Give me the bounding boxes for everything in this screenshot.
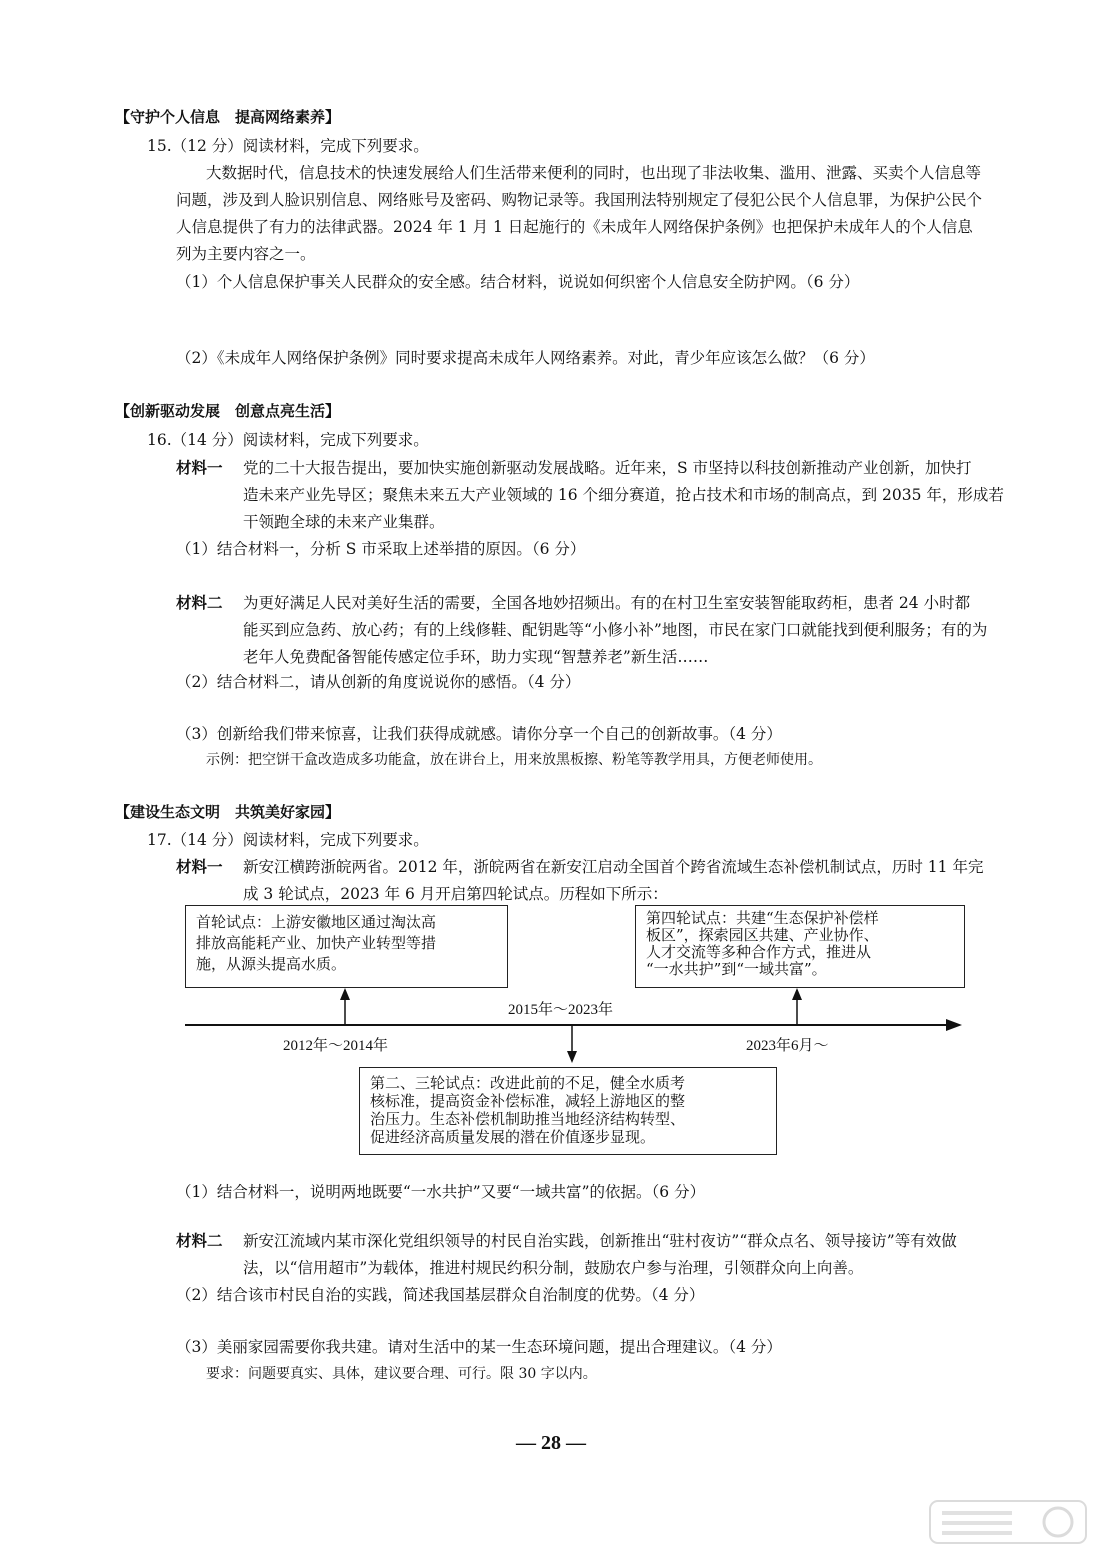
q15-subquestion-2: （2）《未成年人网络保护条例》同时要求提高未成年人网络素养。对此，青少年应该怎么做？（6 分） xyxy=(176,349,875,367)
q15-material-line-3: 人信息提供了有力的法律武器。2024 年 1 月 1 日起施行的《未成年人网络保护条例》也把保护未成年人的个人信息 xyxy=(176,218,973,236)
q17-material-1-line-2: 成 3 轮试点，2023 年 6 月开启第四轮试点。历程如下所示： xyxy=(243,885,668,903)
box4-line-2: 板区”，探索园区共建、产业协作、 xyxy=(646,926,879,944)
section-heading-17: 【建设生态文明 共筑美好家园】 xyxy=(115,803,341,821)
q16-material-1-line-3: 干领跑全球的未来产业集群。 xyxy=(243,513,445,531)
q17-material-1-line-1: 新安江横跨浙皖两省。2012 年，浙皖两省在新安江启动全国首个跨省流域生态补偿机制试点，历时 11 年完 xyxy=(243,858,984,876)
timeline-period-3: 2023年6月～ xyxy=(746,1038,829,1054)
q16-example: 示例：把空饼干盒改造成多功能盒，放在讲台上，用来放黑板擦、粉笔等教学用具，方便老师使用。 xyxy=(206,752,822,768)
q17-material-1-label: 材料一 xyxy=(176,858,223,876)
box23-line-2: 核标准，提高资金补偿标准，减轻上游地区的整 xyxy=(370,1092,686,1110)
question-15-stem: 15.（12 分）阅读材料，完成下列要求。 xyxy=(147,137,429,155)
q17-subquestion-2: （2）结合该市村民自治的实践，简述我国基层群众自治制度的优势。（4 分） xyxy=(176,1286,705,1304)
q17-material-2-line-1: 新安江流域内某市深化党组织领导的村民自治实践，创新推出“驻村夜访”“群众点名、领导接访”等有效做 xyxy=(243,1232,957,1250)
q16-material-2-line-1: 为更好满足人民对美好生活的需要，全国各地妙招频出。有的在村卫生室安装智能取药柜，患者 24 小时都 xyxy=(243,594,971,612)
section-heading-15: 【守护个人信息 提高网络素养】 xyxy=(115,108,341,126)
q16-subquestion-2: （2）结合材料二，请从创新的角度说说你的感悟。（4 分） xyxy=(176,673,581,691)
box1-line-3: 施，从源头提高水质。 xyxy=(196,955,347,973)
q15-material-line-2: 问题，涉及到人脸识别信息、网络账号及密码、购物记录等。我国刑法特别规定了侵犯公民个人信息罪，为保护公民个 xyxy=(176,191,983,209)
box1-line-1: 首轮试点：上游安徽地区通过淘汰高 xyxy=(196,913,437,931)
page-number: — 28 — xyxy=(516,1432,586,1454)
q15-material-line-1: 大数据时代，信息技术的快速发展给人们生活带来便利的同时，也出现了非法收集、滥用、泄露、买卖个人信息等 xyxy=(206,164,982,182)
arrow-to-box23-head xyxy=(567,1051,577,1063)
question-17-stem: 17.（14 分）阅读材料，完成下列要求。 xyxy=(147,831,429,849)
q16-material-2-label: 材料二 xyxy=(176,594,223,612)
q16-subquestion-3: （3）创新给我们带来惊喜，让我们获得成就感。请你分享一个自己的创新故事。（4 分） xyxy=(176,725,782,743)
box23-line-1: 第二、三轮试点：改进此前的不足，健全水质考 xyxy=(370,1074,686,1092)
q16-material-2-line-3: 老年人免费配备智能传感定位手环，助力实现“智慧养老”新生活…… xyxy=(243,648,709,666)
q17-requirement: 要求：问题要真实、具体，建议要合理、可行。限 30 字以内。 xyxy=(206,1366,597,1382)
watermark-logo xyxy=(928,1497,1088,1547)
q15-subquestion-1: （1）个人信息保护事关人民群众的安全感。结合材料，说说如何织密个人信息安全防护网。（6 分） xyxy=(176,273,860,291)
timeline-period-2: 2015年～2023年 xyxy=(508,1002,614,1018)
timeline-period-1: 2012年～2014年 xyxy=(283,1038,389,1054)
timeline-arrowhead xyxy=(946,1019,962,1031)
box4-line-3: 人才交流等多种合作方式，推进从 xyxy=(646,943,872,961)
box1-line-2: 排放高能耗产业、加快产业转型等措 xyxy=(196,934,437,952)
q16-material-1-line-1: 党的二十大报告提出，要加快实施创新驱动发展战略。近年来，S 市坚持以科技创新推动产业创新，加快打 xyxy=(243,459,972,477)
q16-material-2-line-2: 能买到应急药、放心药；有的上线修鞋、配钥匙等“小修小补”地图，市民在家门口就能找到便利服务；有的为 xyxy=(243,621,988,639)
q17-material-2-label: 材料二 xyxy=(176,1232,223,1250)
q16-material-1-label: 材料一 xyxy=(176,459,223,477)
q16-material-1-line-2: 造未来产业先导区；聚焦未来五大产业领域的 16 个细分赛道，抢占技术和市场的制高点，到 2035 年，形成若 xyxy=(243,486,1004,504)
box23-line-3: 治压力。生态补偿机制助推当地经济结构转型、 xyxy=(370,1110,686,1128)
section-heading-16: 【创新驱动发展 创意点亮生活】 xyxy=(115,402,341,420)
timeline-box-round2-3 xyxy=(359,1067,777,1155)
timeline-box-round1 xyxy=(185,905,508,988)
box4-line-4: “一水共护”到“一域共富”。 xyxy=(646,960,827,978)
arrow-to-box4-head xyxy=(792,988,802,1000)
box4-line-1: 第四轮试点：共建“生态保护补偿样 xyxy=(646,909,879,927)
q17-subquestion-1: （1）结合材料一，说明两地既要“一水共护”又要“一域共富”的依据。（6 分） xyxy=(176,1183,706,1201)
q17-material-2-line-2: 法，以“信用超市”为载体，推进村规民约积分制，鼓励农户参与治理，引领群众向上向善。 xyxy=(243,1259,864,1277)
arrow-to-box1-head xyxy=(340,988,350,1000)
timeline-box-round4 xyxy=(635,905,965,988)
q16-subquestion-1: （1）结合材料一，分析 S 市采取上述举措的原因。（6 分） xyxy=(176,540,586,558)
q17-subquestion-3: （3）美丽家园需要你我共建。请对生活中的某一生态环境问题，提出合理建议。（4 分） xyxy=(176,1338,782,1356)
q15-material-line-4: 列为主要内容之一。 xyxy=(176,245,316,263)
box23-line-4: 促进经济高质量发展的潜在价值逐步显现。 xyxy=(370,1128,656,1146)
question-16-stem: 16.（14 分）阅读材料，完成下列要求。 xyxy=(147,431,429,449)
